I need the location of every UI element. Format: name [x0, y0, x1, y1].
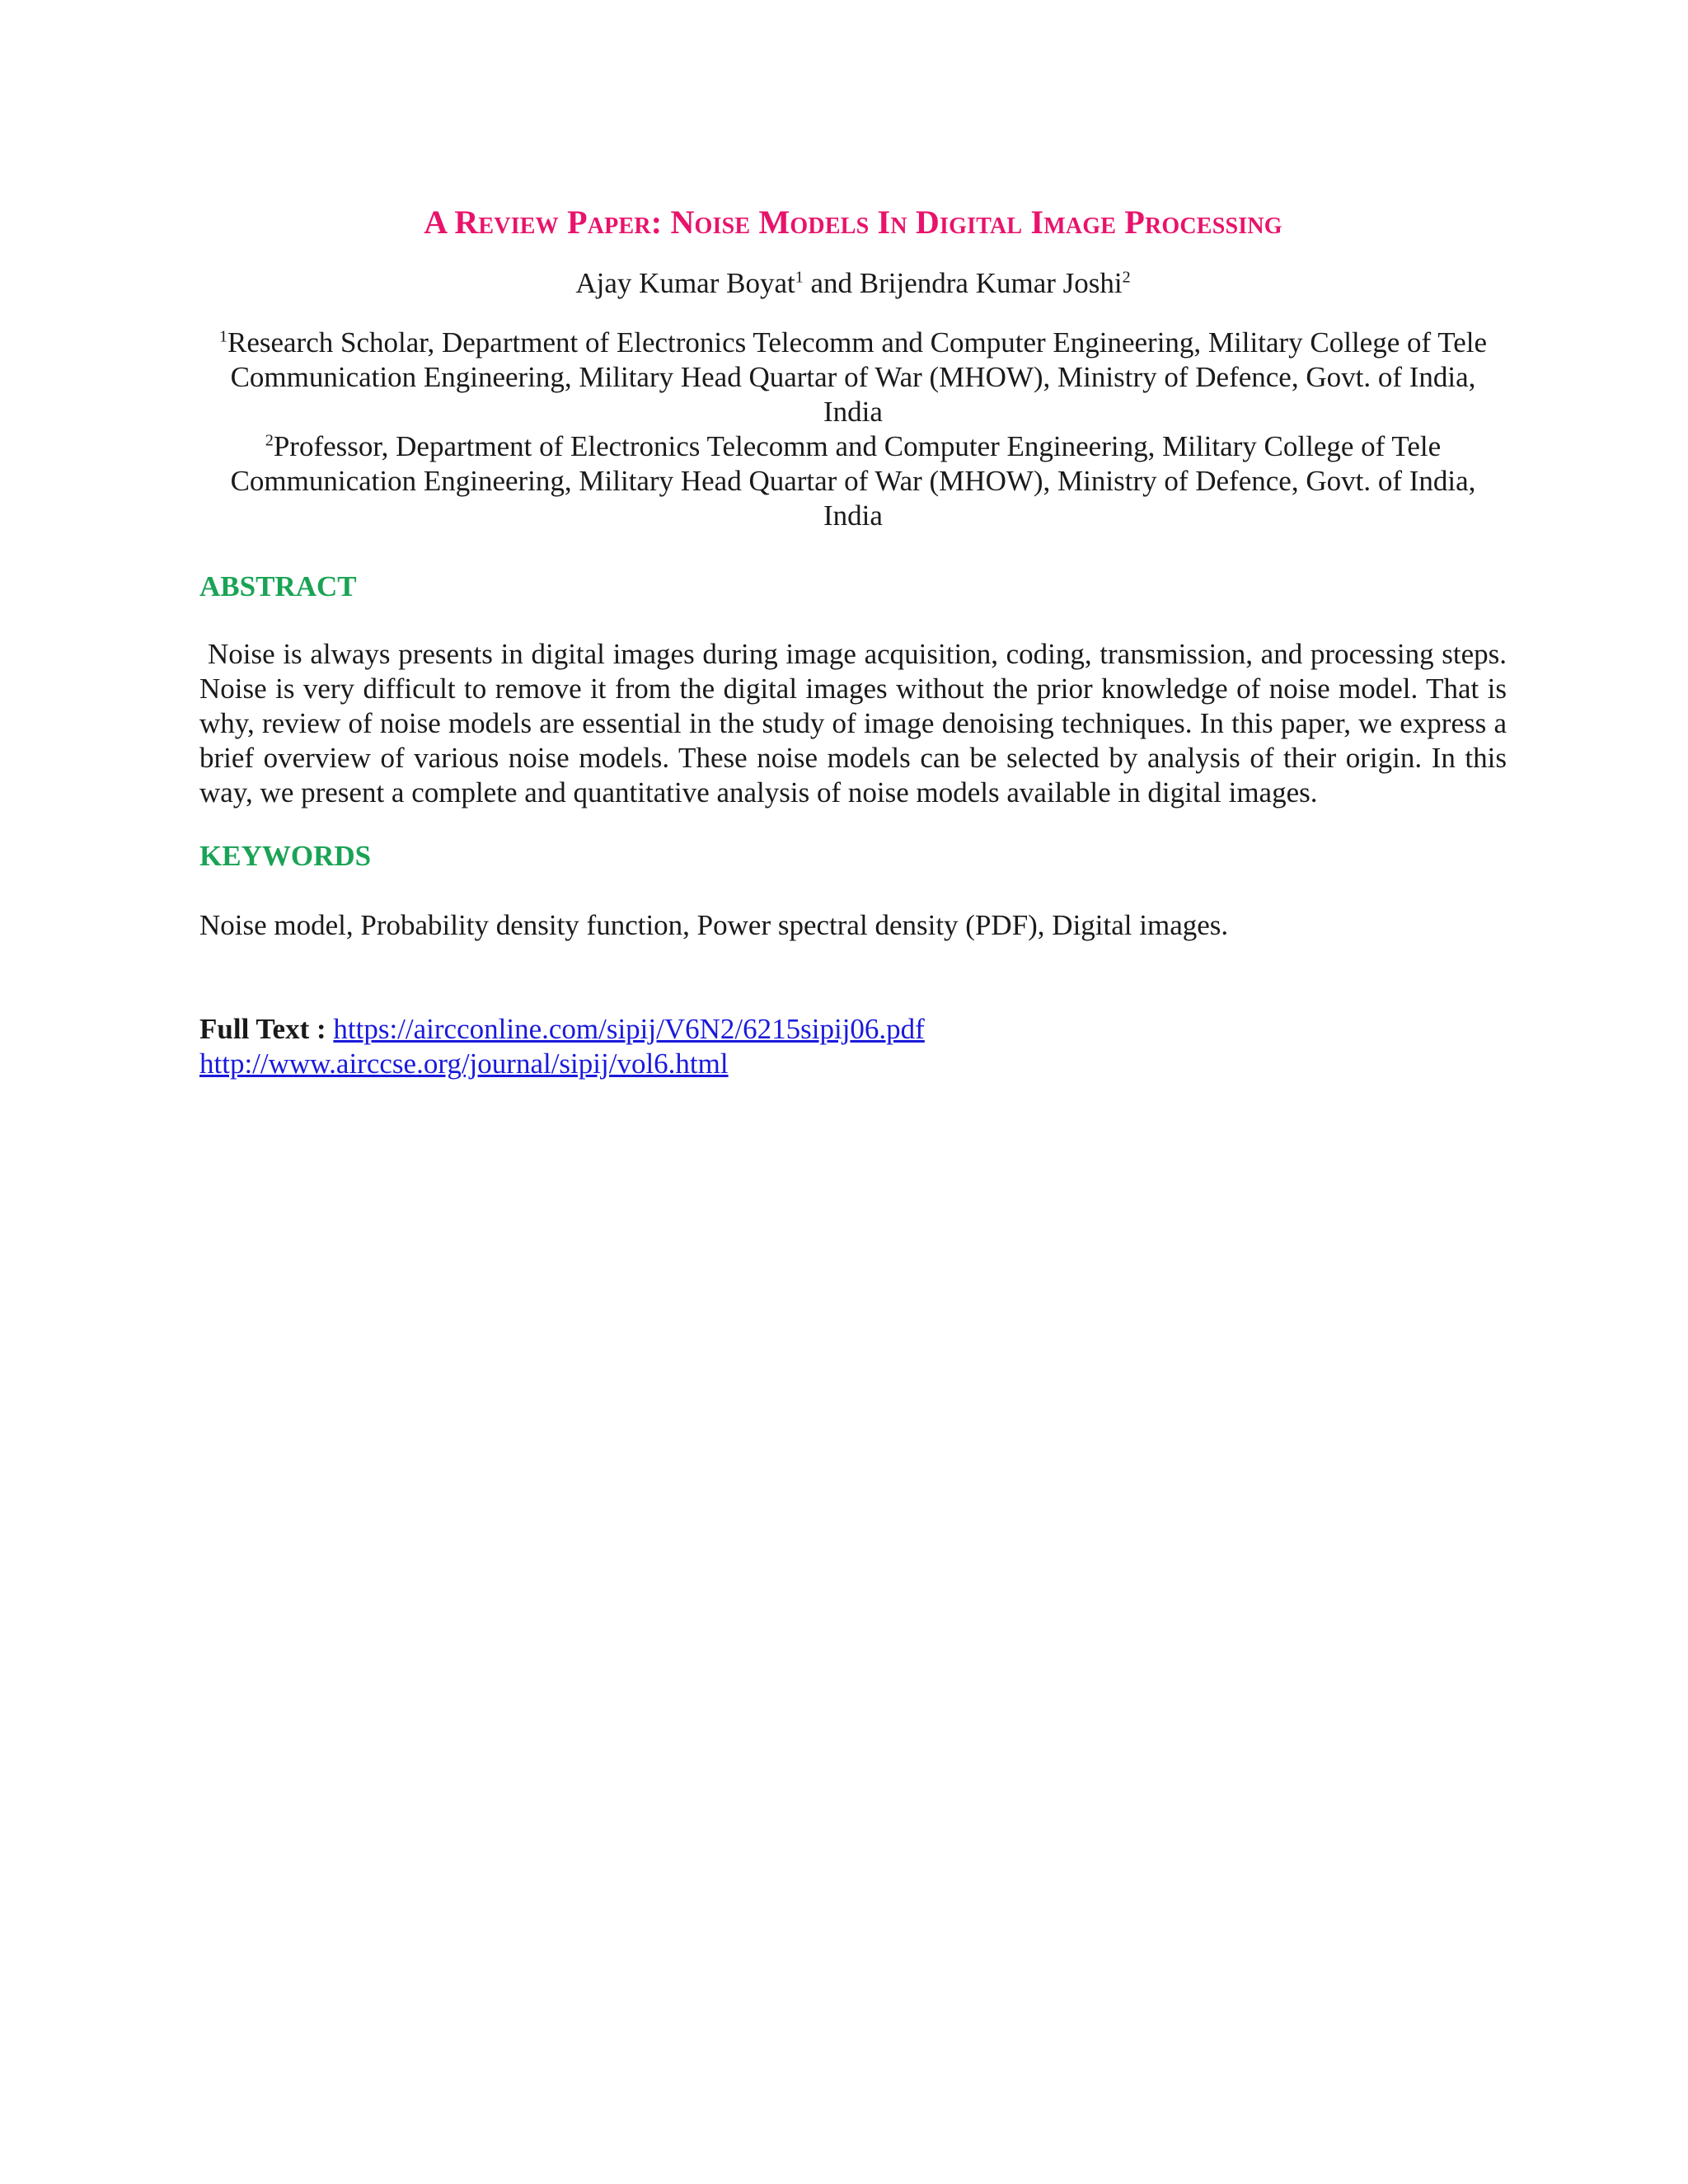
affiliations [199, 326, 1507, 533]
keywords-body: Noise model, Probability density function, Power spectral density (PDF), Digital images. [199, 909, 1229, 941]
abstract-heading: ABSTRACT [199, 570, 357, 602]
affiliation-superscript: 2 [265, 431, 274, 450]
author-name: Brijendra Kumar Joshi [859, 267, 1123, 299]
affiliation-2 [199, 429, 1507, 533]
affiliation-text: Research Scholar, Department of Electronics Telecomm and Computer Engineering, Military College of Tele Communication Engineering, Military Head Quartar of War (MHOW), Ministry of Defence, Govt. of India, India [227, 326, 1488, 428]
journal-volume-link[interactable]: http://www.airccse.org/journal/sipij/vol6.html [199, 1047, 729, 1080]
full-text-line-1 [199, 1012, 1507, 1047]
keywords-heading: KEYWORDS [199, 840, 372, 872]
author-name: Ajay Kumar Boyat [575, 267, 795, 299]
author-connector: and [803, 267, 860, 299]
full-text-pdf-link[interactable]: https://aircconline.com/sipij/V6N2/6215sipij06.pdf [333, 1013, 925, 1045]
paper-title: A Review Paper: Noise Models In Digital Image Processing [424, 204, 1282, 241]
author-line [199, 266, 1507, 301]
author-superscript: 2 [1122, 268, 1131, 287]
paper-content [199, 202, 1507, 1081]
affiliation-superscript: 1 [218, 327, 227, 346]
affiliation-text: Professor, Department of Electronics Telecomm and Computer Engineering, Military College of Tele Communication Engineering, Military Head Quartar of War (MHOW), Ministry of Defence, Govt. of India, India [230, 430, 1476, 532]
affiliation-1 [199, 326, 1507, 429]
full-text-section [199, 1012, 1507, 1081]
abstract-body: Noise is always presents in digital images during image acquisition, coding, transmission, and processing steps. Noise is very difficult to remove it from the digital images without the prior knowledge of noise model. That is why, review of noise models are essential in the study of image denoising techniques. In this paper, we express a brief overview of various noise models. These noise models can be selected by analysis of their origin. In this way, we present a complete and quantitative analysis of noise models available in digital images. [199, 638, 1507, 808]
author-superscript: 1 [795, 268, 804, 287]
full-text-label: Full Text : [199, 1013, 326, 1045]
full-text-line-2 [199, 1047, 1507, 1081]
